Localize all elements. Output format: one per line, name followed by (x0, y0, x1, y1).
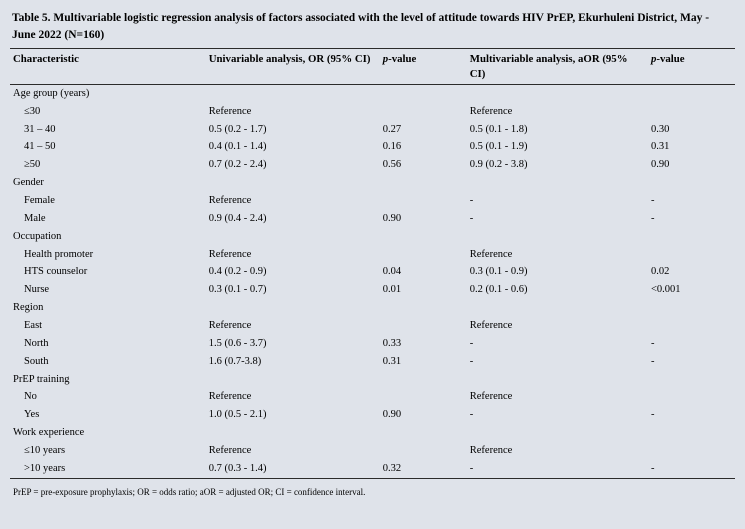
cell-pvalue-multivariable: - (651, 462, 655, 474)
cell-univariable: 1.5 (0.6 - 3.7) (208, 337, 267, 349)
table-group-row (10, 174, 735, 192)
cell-pvalue-univariable: 0.16 (382, 141, 402, 153)
cell-multivariable: 0.5 (0.1 - 1.9) (469, 141, 528, 153)
cell-pvalue-multivariable: <0.001 (651, 284, 681, 296)
cell-univariable: 1.6 (0.7-3.8) (208, 355, 262, 367)
cell-multivariable: - (469, 337, 474, 349)
cell-pvalue-univariable: 0.90 (382, 212, 402, 224)
cell-univariable: 0.4 (0.2 - 0.9) (208, 266, 267, 278)
cell-characteristic: No (24, 391, 37, 403)
cell-pvalue-multivariable (648, 317, 735, 335)
table-row (10, 103, 735, 121)
cell-univariable: 0.9 (0.4 - 2.4) (208, 212, 267, 224)
cell-pvalue-multivariable: - (651, 409, 655, 421)
cell-characteristic: ≤30 (24, 105, 41, 117)
cell-pvalue-multivariable: 0.31 (651, 141, 670, 153)
cell-multivariable: 0.2 (0.1 - 0.6) (469, 284, 528, 296)
cell-multivariable: - (469, 355, 474, 367)
cell-characteristic: Age group (years) (13, 87, 90, 99)
table-group-row (10, 84, 735, 102)
table-row (10, 281, 735, 299)
cell-pvalue-multivariable: - (651, 355, 655, 367)
cell-pvalue-univariable: 0.32 (382, 462, 402, 474)
cell-pvalue-multivariable: - (651, 337, 655, 349)
cell-pvalue-multivariable (648, 228, 735, 246)
table-group-row (10, 371, 735, 389)
cell-pvalue-multivariable (648, 174, 735, 192)
table-row (10, 192, 735, 210)
cell-multivariable (467, 84, 648, 102)
cell-pvalue-multivariable (648, 299, 735, 317)
column-header-pvalue-multivariable: p-value (648, 49, 735, 85)
cell-univariable: 0.7 (0.2 - 2.4) (208, 159, 267, 171)
cell-pvalue-univariable (380, 371, 467, 389)
cell-multivariable (467, 424, 648, 442)
table-row (10, 442, 735, 460)
cell-pvalue-univariable: 0.56 (382, 159, 402, 171)
cell-pvalue-multivariable: 0.90 (651, 159, 670, 171)
cell-multivariable: Reference (469, 105, 513, 117)
cell-pvalue-univariable: 0.01 (382, 284, 402, 296)
cell-characteristic: South (24, 355, 49, 367)
cell-pvalue-univariable (380, 424, 467, 442)
cell-univariable: 0.3 (0.1 - 0.7) (208, 284, 267, 296)
cell-pvalue-univariable (380, 246, 467, 264)
cell-univariable (206, 174, 380, 192)
cell-pvalue-univariable (380, 317, 467, 335)
cell-pvalue-multivariable: - (651, 195, 655, 206)
table-row (10, 263, 735, 281)
table-footnote: PrEP = pre-exposure prophylaxis; OR = odds ratio; aOR = adjusted OR; CI = confidence interval. (13, 486, 366, 497)
table-row (10, 246, 735, 264)
cell-multivariable (467, 299, 648, 317)
cell-characteristic: Male (24, 212, 46, 224)
cell-univariable: 0.4 (0.1 - 1.4) (208, 141, 267, 153)
cell-pvalue-univariable (380, 192, 467, 210)
cell-multivariable: 0.3 (0.1 - 0.9) (469, 266, 528, 278)
cell-univariable (206, 424, 380, 442)
cell-univariable: 0.5 (0.2 - 1.7) (208, 123, 267, 135)
cell-pvalue-multivariable (648, 84, 735, 102)
table-body (10, 84, 735, 477)
cell-characteristic: ≥50 (24, 159, 41, 171)
cell-pvalue-univariable: 0.33 (382, 337, 402, 349)
cell-multivariable: - (469, 195, 474, 206)
table-group-row (10, 424, 735, 442)
cell-characteristic: HTS counselor (24, 266, 88, 278)
cell-multivariable: - (469, 409, 474, 421)
cell-pvalue-univariable: 0.90 (382, 409, 402, 421)
cell-multivariable: 0.5 (0.1 - 1.8) (469, 123, 528, 135)
cell-characteristic: Work experience (13, 427, 85, 439)
cell-pvalue-multivariable: - (651, 212, 655, 224)
table-row (10, 317, 735, 335)
cell-pvalue-multivariable: 0.02 (651, 266, 670, 278)
table-row (10, 353, 735, 371)
cell-characteristic: Yes (24, 409, 40, 421)
cell-univariable: Reference (208, 445, 252, 457)
cell-characteristic: North (24, 337, 49, 349)
table-row (10, 138, 735, 156)
table-group-row (10, 299, 735, 317)
cell-multivariable: Reference (469, 445, 513, 457)
cell-pvalue-univariable (380, 174, 467, 192)
cell-pvalue-multivariable (648, 388, 735, 406)
cell-characteristic: >10 years (24, 462, 66, 474)
cell-characteristic: Nurse (24, 284, 50, 296)
table-row (10, 210, 735, 228)
column-header-pvalue-univariable: p-value (380, 49, 467, 85)
cell-pvalue-multivariable (648, 442, 735, 460)
column-header-univariable: Univariable analysis, OR (95% CI) (206, 49, 380, 85)
cell-characteristic: East (24, 320, 43, 332)
table-row (10, 156, 735, 174)
cell-characteristic: PrEP training (13, 373, 70, 385)
cell-multivariable (467, 371, 648, 389)
cell-pvalue-univariable (380, 84, 467, 102)
cell-univariable: Reference (208, 248, 252, 260)
cell-pvalue-univariable: 0.31 (382, 355, 402, 367)
cell-pvalue-univariable: 0.04 (382, 266, 402, 278)
cell-characteristic: Female (24, 195, 55, 206)
table-row (10, 406, 735, 424)
cell-multivariable: Reference (469, 391, 513, 403)
cell-multivariable: Reference (469, 320, 513, 332)
cell-pvalue-multivariable (648, 371, 735, 389)
table-group-row (10, 228, 735, 246)
cell-univariable: Reference (208, 320, 252, 332)
cell-multivariable (467, 228, 648, 246)
cell-univariable (206, 84, 380, 102)
column-header-characteristic: Characteristic (10, 49, 206, 85)
cell-pvalue-univariable (380, 103, 467, 121)
cell-characteristic: Region (13, 302, 44, 314)
table-header (10, 49, 735, 85)
cell-characteristic: Occupation (13, 230, 62, 242)
cell-univariable: Reference (208, 105, 252, 117)
cell-pvalue-multivariable (648, 103, 735, 121)
cell-multivariable: Reference (469, 248, 513, 260)
cell-pvalue-univariable (380, 299, 467, 317)
table-row (10, 388, 735, 406)
column-header-multivariable: Multivariable analysis, aOR (95% CI) (467, 49, 648, 85)
cell-characteristic: 31 – 40 (24, 123, 56, 135)
cell-univariable: 0.7 (0.3 - 1.4) (208, 462, 267, 474)
cell-pvalue-univariable: 0.27 (382, 123, 402, 135)
table-row (10, 121, 735, 139)
cell-multivariable (467, 174, 648, 192)
cell-pvalue-univariable (380, 442, 467, 460)
cell-univariable: Reference (208, 391, 252, 403)
table-row (10, 335, 735, 353)
table-title: Table 5. Multivariable logistic regression analysis of factors associated with the level of attitude towards HIV PrEP, Ekurhuleni District, May - June 2022 (N=160) (12, 12, 710, 41)
table-row (10, 460, 735, 478)
cell-pvalue-univariable (380, 228, 467, 246)
cell-univariable: Reference (208, 195, 252, 206)
cell-univariable (206, 371, 380, 389)
regression-table (10, 48, 735, 477)
cell-characteristic: Gender (13, 177, 44, 189)
cell-pvalue-multivariable (648, 246, 735, 264)
cell-characteristic: Health promoter (24, 248, 94, 260)
table-header-row (10, 49, 735, 85)
cell-characteristic: 41 – 50 (24, 141, 56, 153)
cell-multivariable: - (469, 462, 474, 474)
cell-univariable (206, 299, 380, 317)
cell-pvalue-univariable (380, 388, 467, 406)
cell-multivariable: 0.9 (0.2 - 3.8) (469, 159, 528, 171)
cell-pvalue-multivariable (648, 424, 735, 442)
cell-univariable (206, 228, 380, 246)
cell-characteristic: ≤10 years (24, 445, 66, 457)
cell-univariable: 1.0 (0.5 - 2.1) (208, 409, 267, 421)
cell-multivariable: - (469, 212, 474, 224)
cell-pvalue-multivariable: 0.30 (651, 123, 670, 135)
